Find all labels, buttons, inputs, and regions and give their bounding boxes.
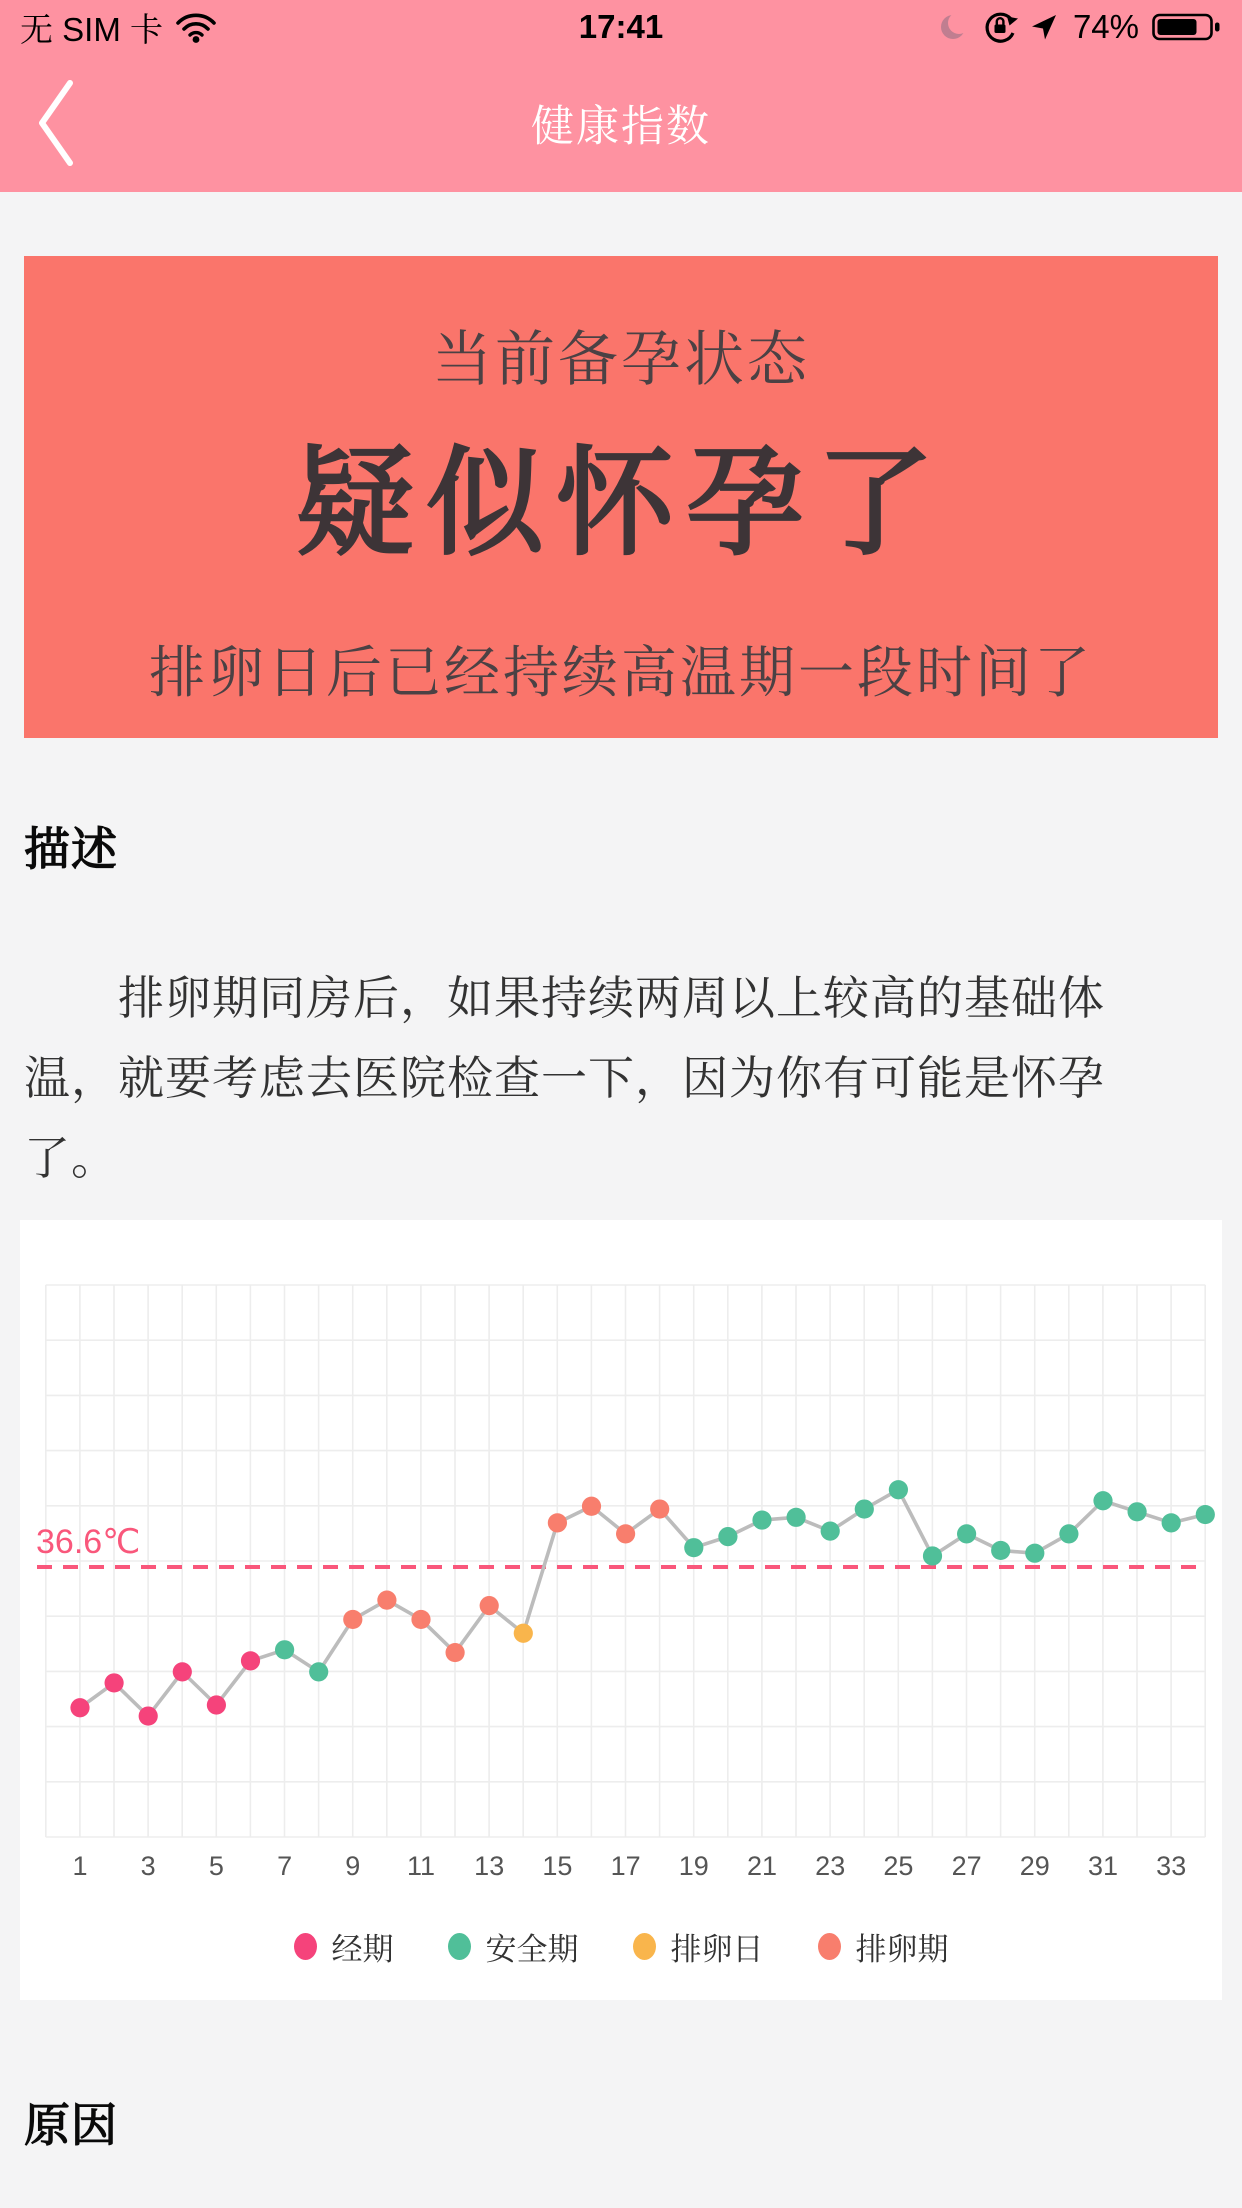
data-point-day-12 xyxy=(446,1643,465,1662)
reason-heading: 原因 xyxy=(24,2099,118,2151)
data-point-day-10 xyxy=(377,1591,396,1610)
legend-label: 排卵日 xyxy=(670,1932,764,1967)
clock-label: 17:41 xyxy=(578,8,664,45)
x-tick-label: 3 xyxy=(140,1851,156,1881)
banner-subtitle: 排卵日后已经持续高温期一段时间了 xyxy=(149,641,1093,704)
data-point-day-30 xyxy=(1059,1524,1078,1543)
x-tick-label: 23 xyxy=(815,1851,846,1881)
data-point-day-3 xyxy=(139,1706,158,1725)
data-point-day-11 xyxy=(411,1610,430,1629)
data-point-day-18 xyxy=(650,1499,669,1518)
data-point-day-6 xyxy=(241,1651,260,1670)
x-tick-label: 9 xyxy=(345,1851,361,1881)
x-tick-label: 33 xyxy=(1156,1851,1187,1881)
data-point-day-32 xyxy=(1128,1502,1147,1521)
data-point-day-27 xyxy=(957,1524,976,1543)
data-point-day-31 xyxy=(1093,1491,1112,1510)
status-bar-right xyxy=(663,8,1222,46)
chevron-left-icon xyxy=(32,157,78,172)
data-point-day-7 xyxy=(275,1640,294,1659)
carrier-label: 无 SIM 卡 xyxy=(20,10,164,48)
chart-legend xyxy=(20,1924,1222,1969)
x-tick-label: 15 xyxy=(542,1851,573,1881)
x-tick-label: 29 xyxy=(1019,1851,1050,1881)
battery-percent: 74% xyxy=(1072,8,1139,45)
pregnancy-status-banner xyxy=(24,256,1218,738)
data-point-day-13 xyxy=(480,1596,499,1615)
data-point-day-1 xyxy=(70,1698,89,1717)
legend-item-安全期 xyxy=(448,1924,579,1969)
description-line: 排卵期同房后，如果持续两周以上较高的基础体 xyxy=(118,972,1105,1024)
data-point-day-8 xyxy=(309,1662,328,1681)
x-tick-label: 19 xyxy=(678,1851,709,1881)
data-point-day-4 xyxy=(173,1662,192,1681)
description-line: 了。 xyxy=(24,1132,118,1184)
x-tick-label: 25 xyxy=(883,1851,914,1881)
x-tick-label: 17 xyxy=(610,1851,641,1881)
data-point-day-20 xyxy=(718,1527,737,1546)
data-point-day-19 xyxy=(684,1538,703,1557)
data-point-day-23 xyxy=(821,1522,840,1541)
data-point-day-34 xyxy=(1196,1505,1215,1524)
rotation-lock-icon xyxy=(982,9,1018,45)
description-line: 温，就要考虑去医院检查一下，因为你有可能是怀孕 xyxy=(24,1052,1105,1104)
status-bar xyxy=(0,0,1242,54)
data-point-day-17 xyxy=(616,1524,635,1543)
data-point-day-21 xyxy=(752,1510,771,1529)
data-point-day-28 xyxy=(991,1541,1010,1560)
x-tick-label: 11 xyxy=(406,1851,436,1881)
battery-icon xyxy=(1152,12,1222,42)
data-point-day-14 xyxy=(514,1624,533,1643)
legend-item-排卵日 xyxy=(633,1924,764,1969)
moon-icon xyxy=(939,12,969,42)
data-point-day-25 xyxy=(889,1480,908,1499)
legend-dot-icon xyxy=(448,1933,471,1960)
svg-text:36.6℃: 36.6℃ xyxy=(36,1523,141,1561)
top-pink-area xyxy=(0,0,1242,192)
data-point-day-2 xyxy=(105,1673,124,1692)
x-tick-label: 1 xyxy=(72,1851,88,1881)
x-tick-label: 7 xyxy=(277,1851,293,1881)
chart-card xyxy=(20,1220,1222,2000)
location-icon xyxy=(1031,14,1058,41)
legend-dot-icon xyxy=(294,1933,317,1960)
x-tick-label: 5 xyxy=(208,1851,224,1881)
legend-label: 排卵期 xyxy=(855,1932,949,1967)
x-tick-label: 21 xyxy=(746,1851,778,1881)
x-tick-label: 13 xyxy=(474,1851,505,1881)
data-point-day-24 xyxy=(855,1499,874,1518)
data-point-day-16 xyxy=(582,1497,601,1516)
status-bar-left xyxy=(20,4,579,51)
legend-item-排卵期 xyxy=(818,1924,949,1969)
bbt-line-chart xyxy=(20,1220,1222,1920)
data-point-day-15 xyxy=(548,1513,567,1532)
nav-bar xyxy=(0,54,1242,192)
data-point-day-9 xyxy=(343,1610,362,1629)
legend-item-经期 xyxy=(294,1924,394,1969)
legend-dot-icon xyxy=(633,1933,656,1960)
page-title: 健康指数 xyxy=(531,102,711,151)
data-point-day-33 xyxy=(1162,1513,1181,1532)
x-tick-label: 31 xyxy=(1087,1851,1119,1881)
back-button[interactable] xyxy=(26,71,84,175)
legend-dot-icon xyxy=(818,1933,841,1960)
data-point-day-26 xyxy=(923,1546,942,1565)
legend-label: 经期 xyxy=(331,1932,394,1967)
data-point-day-22 xyxy=(787,1508,806,1527)
data-point-day-29 xyxy=(1025,1544,1044,1563)
wifi-icon xyxy=(175,11,217,43)
x-tick-label: 27 xyxy=(951,1851,982,1881)
banner-label: 当前备孕状态 xyxy=(432,326,810,393)
description-paragraph xyxy=(24,958,1218,1198)
banner-title: 疑似怀孕了 xyxy=(295,438,946,570)
description-heading: 描述 xyxy=(24,823,118,875)
legend-label: 安全期 xyxy=(485,1932,579,1967)
data-point-day-5 xyxy=(207,1695,226,1714)
